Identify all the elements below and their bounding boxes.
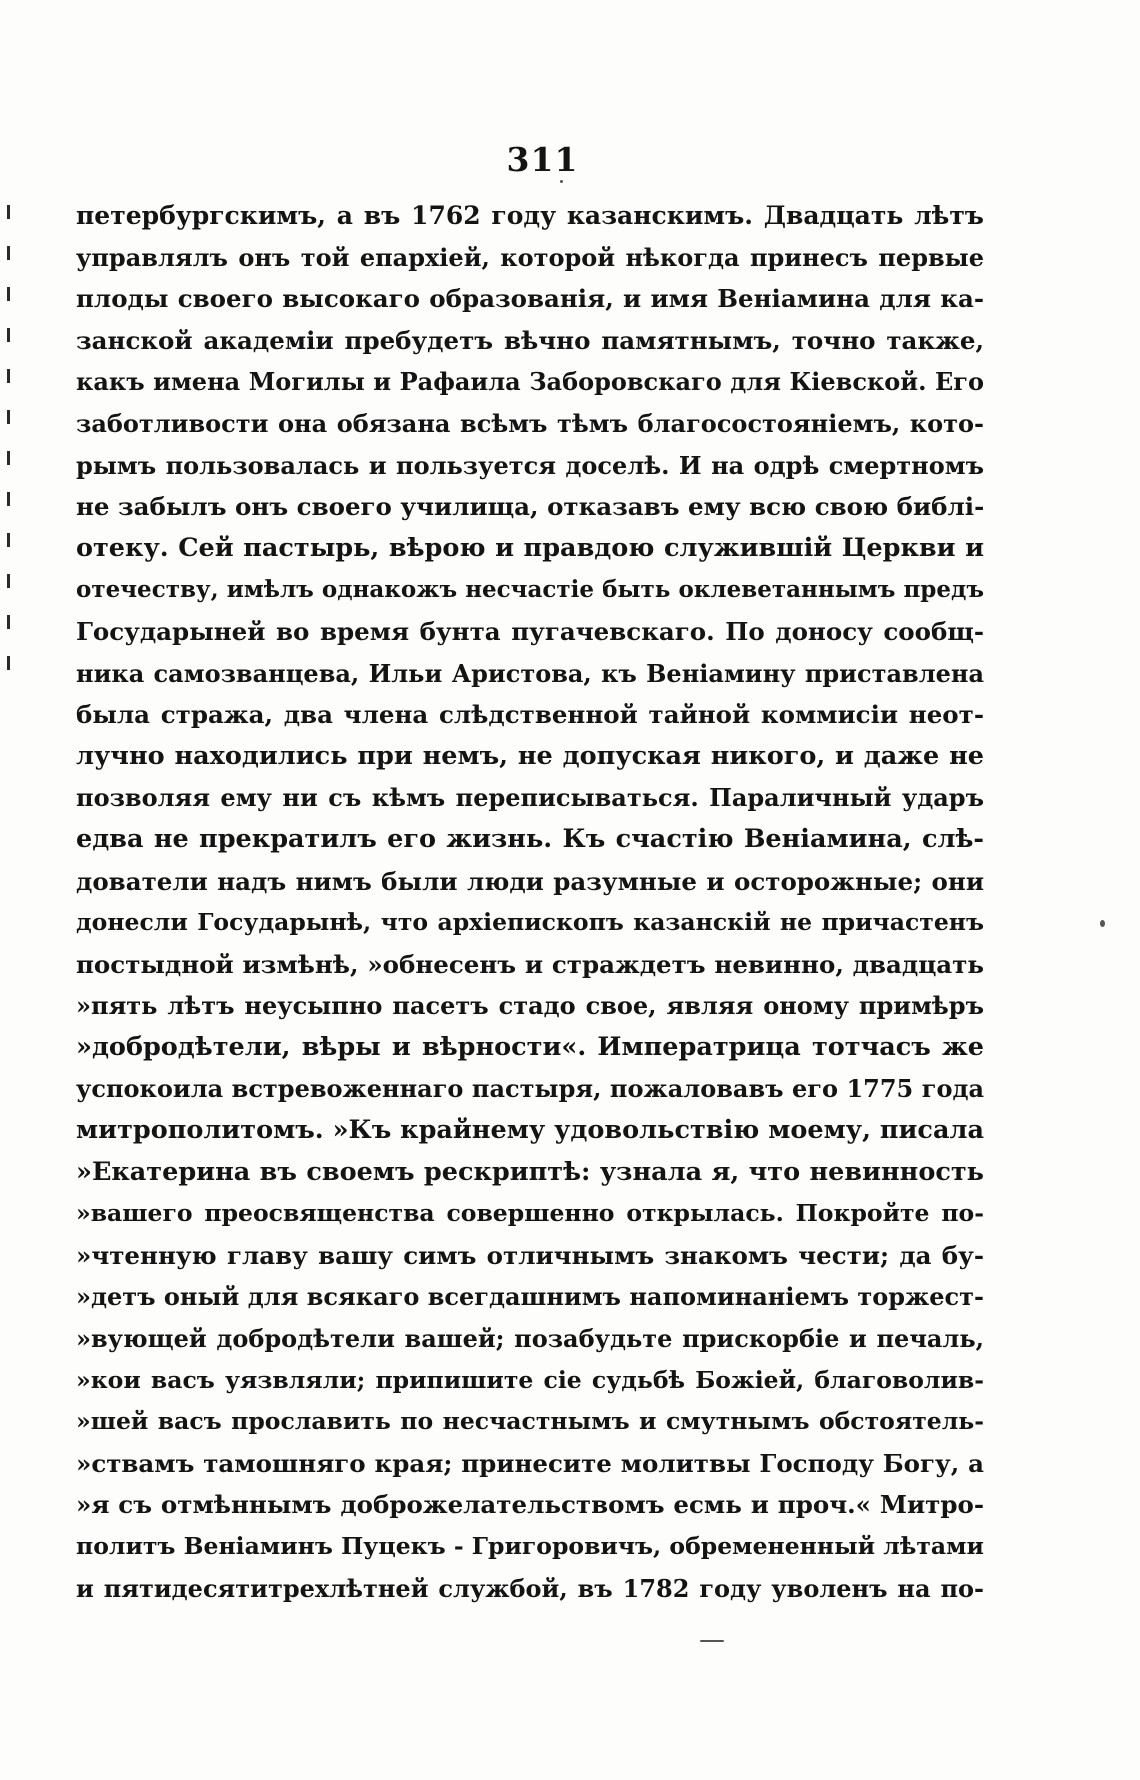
- margin-mark: [7, 328, 10, 342]
- text-line: политъ Веніаминъ Пуцекъ - Григоровичъ, обремененный лѣтами: [76, 1532, 984, 1560]
- body-text: [76, 195, 984, 1609]
- text-line: »шей васъ прославить по несчастнымъ и смутнымъ обстоятель-: [76, 1407, 984, 1436]
- text-line: донесли Государынѣ, что архіепископъ казанскій не причастенъ: [76, 908, 984, 937]
- margin-binding-marks: [4, 205, 14, 697]
- text-line: »я съ отмѣннымъ доброжелательствомъ есмь и проч.« Митро-: [76, 1490, 984, 1520]
- text-line: была стража, два члена слѣдственной тайной коммисіи неот-: [76, 700, 984, 730]
- text-line: петербургскимъ, а въ 1762 году казанскимъ. Двадцать лѣтъ: [76, 201, 984, 230]
- text-line: постыдной измѣнѣ, »обнесенъ и страждетъ невинно, двадцать: [76, 949, 984, 979]
- text-line: »детъ оный для всякаго всегдашнимъ напоминаніемъ торжест-: [76, 1282, 984, 1312]
- text-line: »ствамъ тамошняго края; принесите молитвы Господу Богу, а: [76, 1448, 984, 1478]
- text-line: какъ имена Могилы и Рафаила Заборовскаго для Кіевской. Его: [76, 367, 984, 397]
- scan-speck: [1100, 920, 1105, 927]
- margin-mark: [7, 492, 10, 506]
- text-line: митрополитомъ. »Къ крайнему удовольствію моему, писала: [76, 1115, 984, 1146]
- text-line: не забылъ онъ своего училища, отказавъ ему всю свою библі-: [76, 492, 984, 522]
- text-line: »чтенную главу вашу симъ отличнымъ знакомъ чести; да бу-: [76, 1240, 984, 1270]
- margin-mark: [7, 369, 10, 383]
- text-line: »добродѣтели, вѣры и вѣрности«. Императрица тотчасъ же: [76, 1031, 984, 1062]
- margin-mark: [7, 410, 10, 424]
- text-line: лучно находились при немъ, не допуская никого, и даже не: [76, 740, 984, 771]
- margin-mark: [7, 205, 10, 219]
- scan-speck: [560, 180, 563, 183]
- text-line: дователи надъ нимъ были люди разумные и осторожные; они: [76, 866, 984, 896]
- text-line: управлялъ онъ той епархіей, которой нѣкогда принесъ первые: [76, 242, 984, 272]
- text-line: и пятидесятитрехлѣтней службой, въ 1782 году уволенъ на по-: [76, 1573, 984, 1603]
- margin-mark: [7, 656, 10, 670]
- margin-mark: [7, 533, 10, 547]
- page-number: 311: [506, 140, 579, 179]
- text-line: отеку. Сей пастырь, вѣрою и правдою служившій Церкви и: [76, 532, 984, 563]
- text-line: успокоила встревоженнаго пастыря, пожаловавъ его 1775 года: [76, 1074, 984, 1104]
- text-line: »пять лѣтъ неусыпно пасетъ стадо свое, являя оному примѣръ: [76, 991, 984, 1021]
- margin-mark: [7, 287, 10, 301]
- scan-speck: [700, 1640, 724, 1642]
- text-line: занской академіи пребудетъ вѣчно памятнымъ, точно также,: [76, 325, 984, 355]
- text-line: заботливости она обязана всѣмъ тѣмъ благосостояніемъ, кото-: [76, 408, 984, 438]
- text-line: отечеству, имѣлъ однакожъ несчастіе быть оклеветаннымъ предъ: [76, 576, 984, 604]
- text-line: ника самозванцева, Ильи Аристова, къ Веніамину приставлена: [76, 658, 984, 688]
- text-line: позволяя ему ни съ кѣмъ переписываться. Параличный ударъ: [76, 783, 984, 813]
- text-line: Государыней во время бунта пугачевскаго. По доносу сообщ-: [76, 616, 984, 646]
- text-line: »вующей добродѣтели вашей; позабудьте прискорбіе и печаль,: [76, 1324, 984, 1354]
- margin-mark: [7, 451, 10, 465]
- text-line: »Екатерина въ своемъ рескриптѣ: узнала я, что невинность: [76, 1156, 984, 1187]
- text-line: »кои васъ уязвляли; припишите сіе судьбѣ Божіей, благоволив-: [76, 1365, 984, 1394]
- text-line: плоды своего высокаго образованія, и имя Веніамина для ка-: [76, 284, 984, 314]
- text-line: едва не прекратилъ его жизнь. Къ счастію Веніамина, слѣ-: [76, 823, 984, 854]
- margin-mark: [7, 615, 10, 629]
- margin-mark: [7, 574, 10, 588]
- text-line: »вашего преосвященства совершенно открылась. Покройте по-: [76, 1199, 984, 1228]
- text-line: рымъ пользовалась и пользуется доселѣ. И на одрѣ смертномъ: [76, 450, 984, 480]
- margin-mark: [7, 246, 10, 260]
